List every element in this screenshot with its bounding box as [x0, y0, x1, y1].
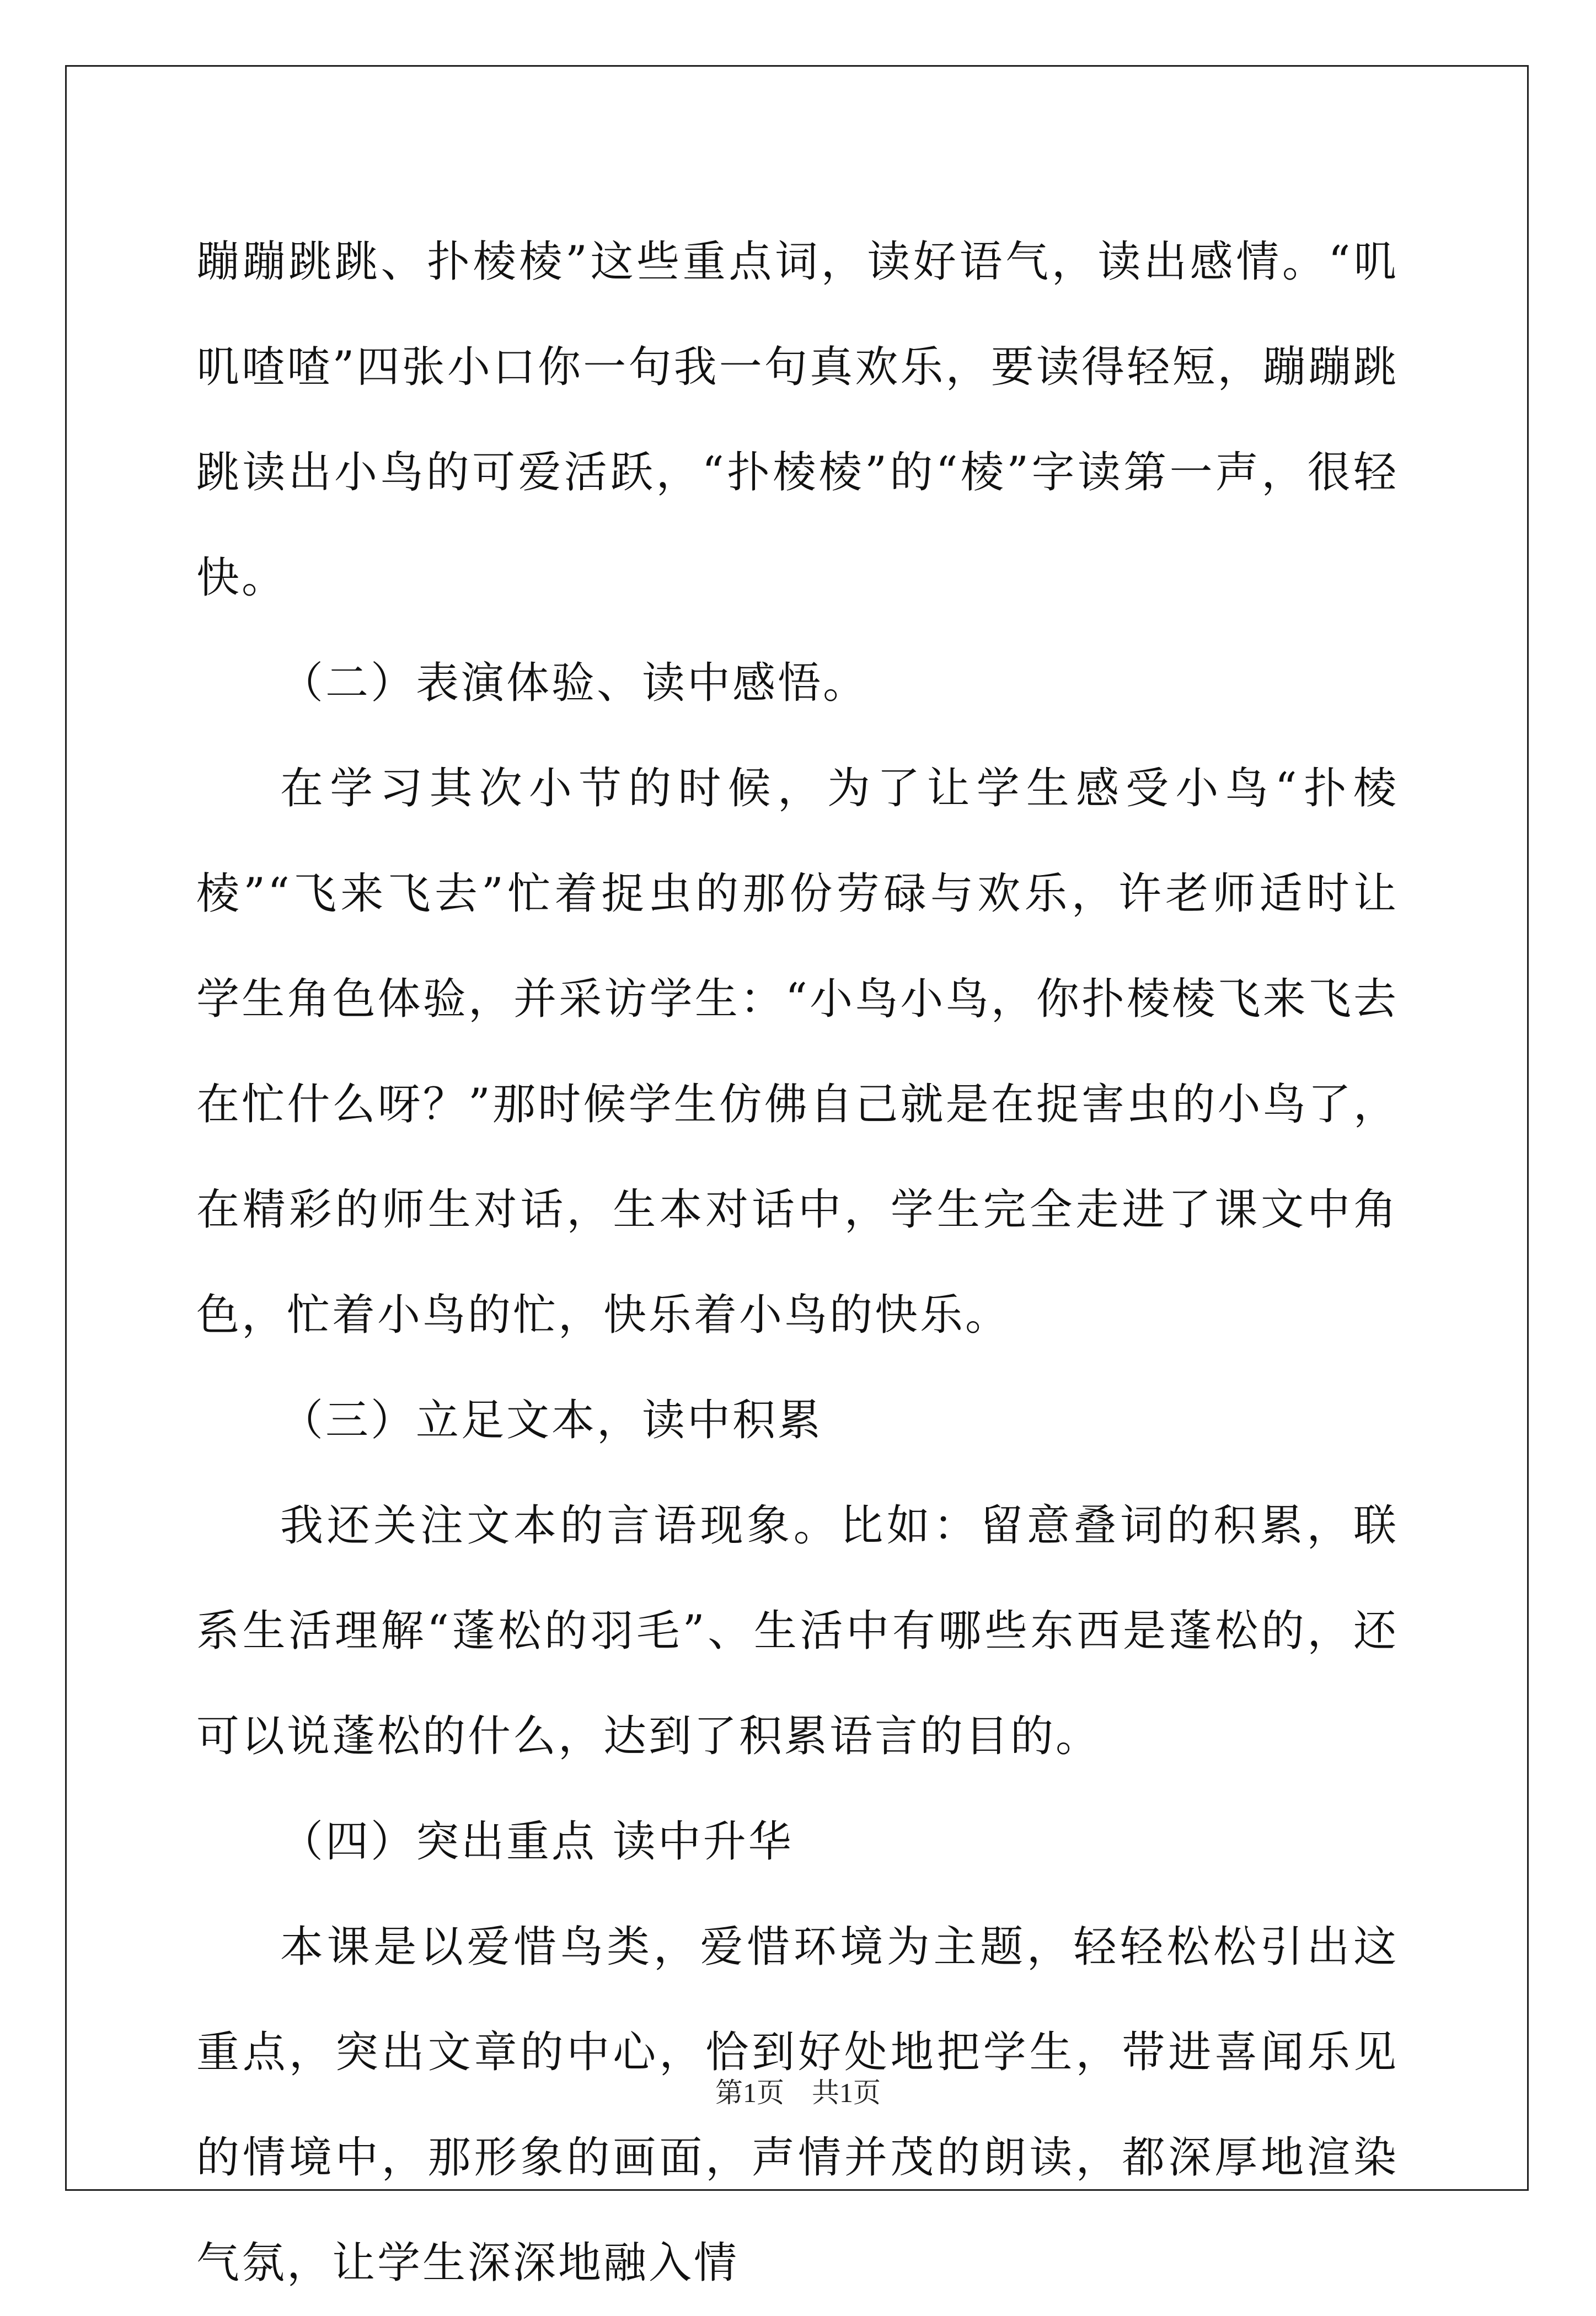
page-total: 共1页: [812, 2077, 881, 2108]
paragraph-section-3: 我还关注文本的言语现象。比如：留意叠词的积累，联系生活理解“蓬松的羽毛”、生活中有哪些东西是蓬松的，还可以说蓬松的什么，达到了积累语言的目的。: [196, 1501, 1399, 1761]
paragraph-section-4: 本课是以爱惜鸟类，爱惜环境为主题，轻轻松松引出这重点，突出文章的中心，恰到好处地把学生，带进喜闻乐见的情境中，那形象的画面，声情并茂的朗读，都深厚地渲染气氛，让学生深深地融入情: [196, 1922, 1399, 2288]
paragraph-section-2: 在学习其次小节的时候，为了让学生感受小鸟“扑棱棱”“飞来飞去”忙着捉虫的那份劳碌与欢乐，许老师适时让学生角色体验，并采访学生：“小鸟小鸟，你扑棱棱飞来飞去在忙什么呀？”那时候学生仿佛自己就是在捉害虫的小鸟了，在精彩的师生对话，生本对话中，学生完全走进了课文中角色，忙着小鸟的忙，快乐着小鸟的快乐。: [196, 764, 1399, 1340]
document-body: [196, 210, 1399, 2316]
section-heading-4: （四）突出重点 读中升华: [280, 1817, 794, 1867]
page-number: 第1页: [715, 2077, 784, 2108]
section-heading-2: （二）表演体验、读中感悟。: [280, 658, 869, 708]
paragraph-continuation: 蹦蹦跳跳、扑棱棱”这些重点词，读好语气，读出感情。“叽叽喳喳”四张小口你一句我一句真欢乐，要读得轻短，蹦蹦跳跳读出小鸟的可爱活跃，“扑棱棱”的“棱”字读第一声，很轻快。: [196, 237, 1399, 603]
section-heading-3: （三）立足文本，读中积累: [280, 1396, 823, 1445]
page-footer: [0, 2076, 1596, 2109]
